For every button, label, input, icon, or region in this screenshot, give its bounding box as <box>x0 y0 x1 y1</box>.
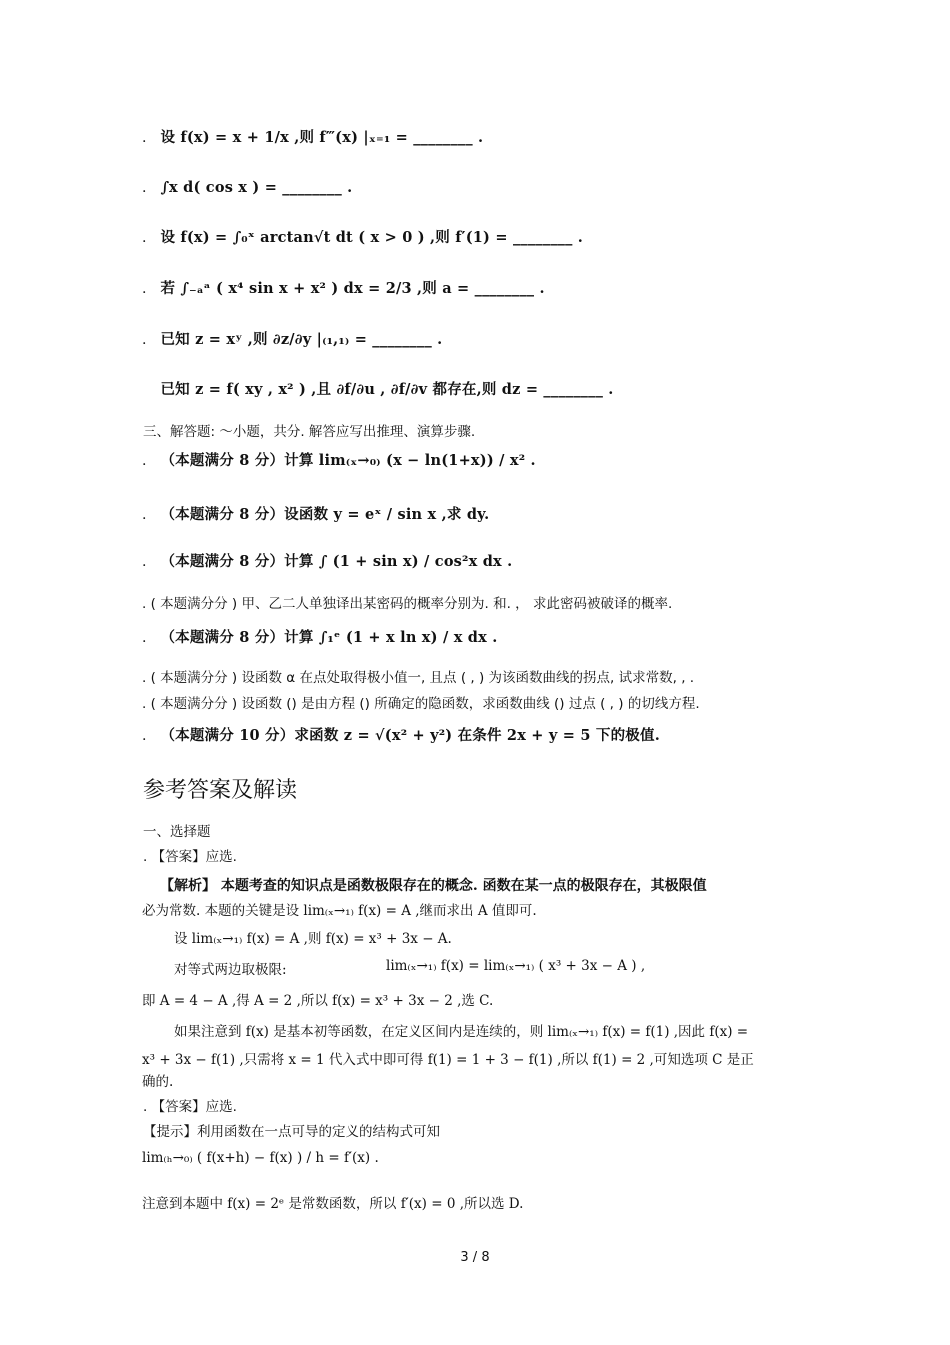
analysis-line-2: 必为常数. 本题的关键是设 lim₍ₓ→₁₎ f(x) = A ,继而求出 A 值即可. <box>142 903 537 919</box>
hint-title: 【提示】利用函数在一点可导的定义的结构式可知 <box>143 1124 440 1140</box>
fill-in-question-2 <box>142 178 352 198</box>
analysis-line-1: 【解析】 本题考查的知识点是函数极限存在的概念. 函数在某一点的极限存在，其极限值 <box>160 878 707 894</box>
analysis-line-8: 确的. <box>142 1074 174 1090</box>
problem-text: （本题满分 10 分）求函数 z = √(x² + y²) 在条件 2x + y = 5 下的极值. <box>160 727 660 744</box>
answer-1: . 【答案】应选. <box>143 849 237 865</box>
section-3-title: 三、解答题: ～小题，共分. 解答应写出推理、演算步骤. <box>143 424 476 440</box>
question-text: 设 f(x) = ∫₀ˣ arctan√t dt ( x > 0 ) ,则 f′(1) = ________ . <box>160 229 584 246</box>
bullet: . <box>142 507 147 523</box>
problem-text: （本题满分 8 分）计算 ∫₁ᵉ (1 + x ln x) / x dx . <box>160 629 498 646</box>
page-number: 3 / 8 <box>460 1250 490 1265</box>
problem-1 <box>142 451 536 471</box>
question-text: 已知 z = f( xy , x² ) ,且 ∂f/∂u , ∂f/∂v 都存在,则 dz = ________ . <box>160 381 614 398</box>
bullet: . <box>142 180 147 196</box>
bullet: . <box>142 130 147 146</box>
analysis-line-4a: 对等式两边取极限: <box>174 962 287 978</box>
problem-text: . ( 本题满分分 ) 甲、乙二人单独译出某密码的概率分别为. 和. ， 求此密码被破译的概率. <box>142 596 673 612</box>
bullet: . <box>142 453 147 469</box>
problem-5 <box>142 628 497 648</box>
fill-in-question-5 <box>142 330 442 350</box>
analysis-line-3: 设 lim₍ₓ→₁₎ f(x) = A ,则 f(x) = x³ + 3x − A. <box>174 931 452 947</box>
question-text: 设 f(x) = x + 1/x ,则 f‴(x) |ₓ₌₁ = ________ . <box>160 129 484 146</box>
problem-text: . ( 本题满分分 ) 设函数 α 在点处取得极小值一, 且点 ( , ) 为该函数曲线的拐点, 试求常数, , . <box>142 670 695 686</box>
question-text: 若 ∫₋ₐᵃ ( x⁴ sin x + x² ) dx = 2/3 ,则 a = ________ . <box>160 280 545 297</box>
analysis-line-4b: lim₍ₓ→₁₎ f(x) = lim₍ₓ→₁₎ ( x³ + 3x − A ) , <box>386 958 646 974</box>
problem-text: （本题满分 8 分）设函数 y = eˣ / sin x ,求 dy. <box>160 506 490 523</box>
problem-text: （本题满分 8 分）计算 lim₍ₓ→₀₎ (x − ln(1+x)) / x² . <box>160 452 536 469</box>
bullet: . <box>142 728 147 744</box>
bullet: . <box>142 332 147 348</box>
question-text: ∫x d( cos x ) = ________ . <box>160 179 353 196</box>
bullet: . <box>142 554 147 570</box>
problem-2 <box>142 505 489 525</box>
hint-note: 注意到本题中 f(x) = 2ᵉ 是常数函数，所以 f′(x) = 0 ,所以选 D. <box>142 1196 524 1212</box>
problem-7 <box>142 694 700 714</box>
hint-formula: lim₍ₕ→₀₎ ( f(x+h) − f(x) ) / h = f′(x) . <box>142 1150 379 1166</box>
problem-8 <box>142 726 660 746</box>
fill-in-question-3 <box>142 228 583 248</box>
section-1-title: 一、选择题 <box>143 824 211 840</box>
question-text: 已知 z = xʸ ,则 ∂z/∂y |₍₁,₁₎ = ________ . <box>160 331 443 348</box>
analysis-line-5: 即 A = 4 − A ,得 A = 2 ,所以 f(x) = x³ + 3x − 2 ,选 C. <box>142 993 494 1009</box>
bullet: . <box>142 230 147 246</box>
bullet: . <box>142 281 147 297</box>
problem-text: . ( 本题满分分 ) 设函数 () 是由方程 () 所确定的隐函数，求函数曲线 () 过点 ( , ) 的切线方程. <box>142 696 700 712</box>
fill-in-question-4 <box>142 279 545 299</box>
fill-in-question-1 <box>142 128 483 148</box>
bullet: . <box>142 630 147 646</box>
problem-4 <box>142 594 672 614</box>
answer-2: . 【答案】应选. <box>143 1099 237 1115</box>
analysis-line-6: 如果注意到 f(x) 是基本初等函数，在定义区间内是连续的，则 lim₍ₓ→₁₎ f(x) = f(1) ,因此 f(x) = <box>174 1024 749 1040</box>
analysis-line-7: x³ + 3x − f(1) ,只需将 x = 1 代入式中即可得 f(1) = 1 + 3 − f(1) ,所以 f(1) = 2 ,可知选项 C 是正 <box>142 1052 754 1068</box>
fill-in-question-6 <box>142 380 614 400</box>
problem-3 <box>142 552 512 572</box>
problem-text: （本题满分 8 分）计算 ∫ (1 + sin x) / cos²x dx . <box>160 553 513 570</box>
answers-heading: 参考答案及解读 <box>143 778 298 803</box>
problem-6 <box>142 668 694 688</box>
